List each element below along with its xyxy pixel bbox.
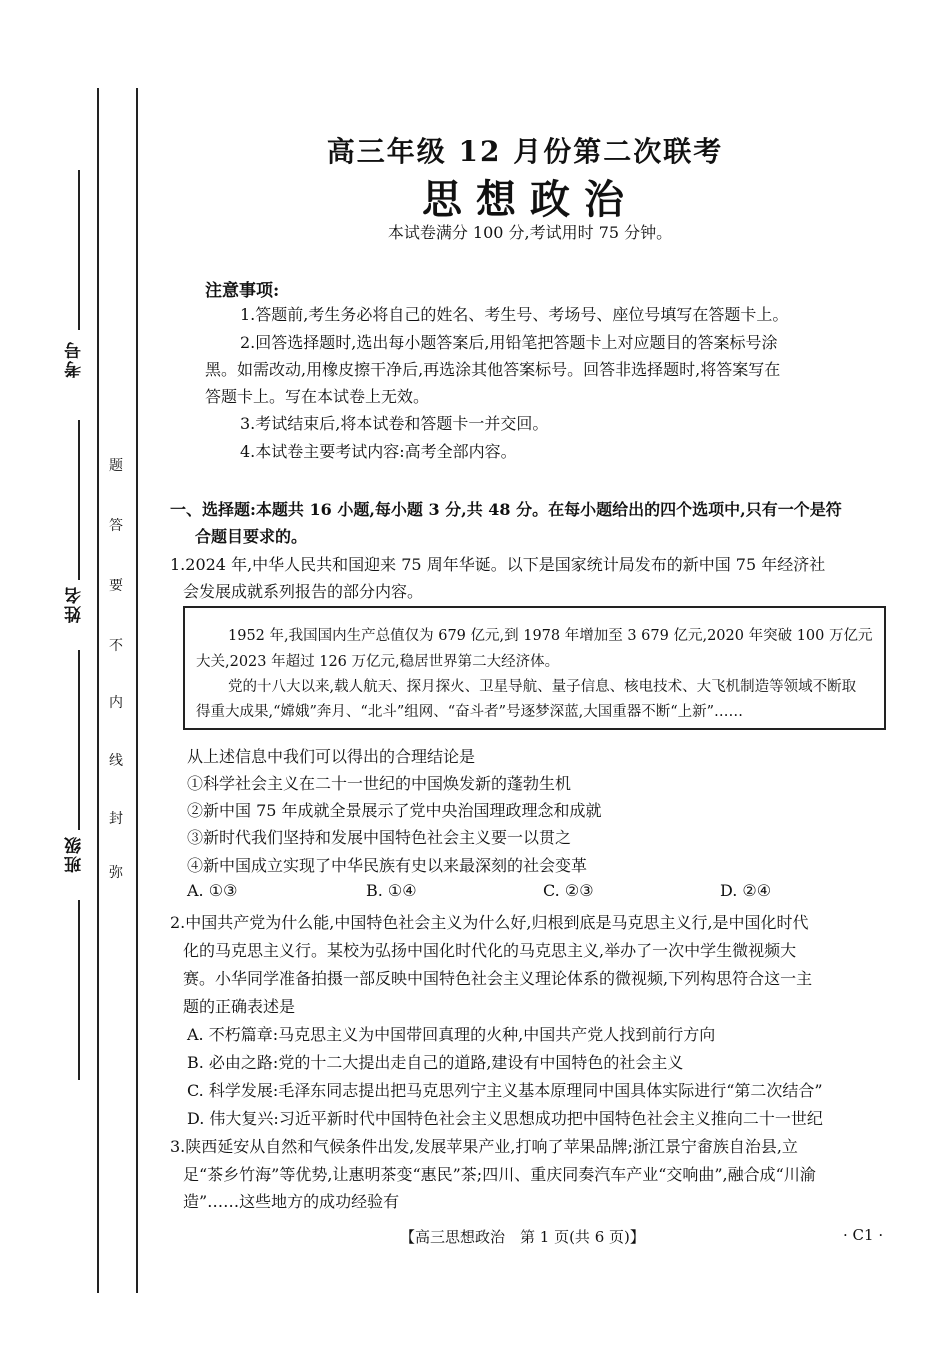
q2-stem: 赛。小华同学准备拍摄一部反映中国特色社会主义理论体系的微视频,下列构思符合这一主 — [183, 969, 813, 988]
exam-title: 高三年级 12 月份第二次联考 — [326, 135, 724, 168]
seal-text-char: 封 — [109, 811, 123, 827]
q3-stem: 3.陕西延安从自然和气候条件出发,发展苹果产业,打响了苹果品牌;浙江景宁畲族自治县,立 — [170, 1137, 798, 1156]
q1-material-line: 1952 年,我国国内生产总值仅为 679 亿元,到 1978 年增加至 3 679 亿元,2020 年突破 100 万亿元 — [228, 628, 873, 644]
class-label: 班级 — [65, 835, 85, 873]
exam-info: 本试卷满分 100 分,考试用时 75 分钟。 — [387, 223, 673, 242]
q2-option-a: A. 不朽篇章:马克思主义为中国带回真理的火种,中国共产党人找到前行方向 — [187, 1025, 716, 1044]
seal-text-char: 要 — [109, 578, 123, 594]
notice-line: 3.考试结束后,将本试卷和答题卡一并交回。 — [240, 414, 549, 433]
q1-statement: ③新时代我们坚持和发展中国特色社会主义要一以贯之 — [187, 828, 572, 847]
seal-text-char: 题 — [109, 458, 123, 474]
class-blank[interactable] — [78, 650, 80, 830]
exam-number-label: 考号 — [65, 340, 85, 378]
seal-text-char: 弥 — [109, 865, 123, 881]
page-footer: 【高三思想政治 第 1 页(共 6 页)】 — [400, 1228, 645, 1246]
q1-option-b: B. ①④ — [366, 881, 417, 900]
blank-tail — [78, 900, 80, 1080]
q1-option-d: D. ②④ — [720, 881, 772, 900]
section-heading-cont: 合题目要求的。 — [195, 527, 308, 546]
q1-stem: 会发展成就系列报告的部分内容。 — [183, 582, 424, 601]
notice-line: 4.本试卷主要考试内容:高考全部内容。 — [240, 442, 517, 461]
q2-stem: 题的正确表述是 — [183, 997, 296, 1016]
q1-material-line: 大关,2023 年超过 126 万亿元,稳居世界第二大经济体。 — [196, 654, 560, 670]
margin-line-inner — [136, 88, 138, 1293]
notice-line: 答题卡上。写在本试卷上无效。 — [205, 387, 430, 406]
q1-statement: ④新中国成立实现了中华民族有史以来最深刻的社会变革 — [187, 856, 588, 875]
subject-title: 思想政治 — [422, 176, 638, 223]
seal-text-char: 不 — [109, 638, 123, 654]
q1-statement: ①科学社会主义在二十一世纪的中国焕发新的蓬勃生机 — [187, 774, 572, 793]
notice-line: 黑。如需改动,用橡皮擦干净后,再选涂其他答案标号。回答非选择题时,将答案写在 — [205, 360, 781, 379]
q2-option-c: C. 科学发展:毛泽东同志提出把马克思列宁主义基本原理同中国具体实际进行“第二次结合” — [187, 1081, 823, 1100]
name-blank[interactable] — [78, 420, 80, 580]
q2-stem: 化的马克思主义行。某校为弘扬中国化时代化的马克思主义,举办了一次中学生微视频大 — [183, 941, 797, 960]
notice-line: 2.回答选择题时,选出每小题答案后,用铅笔把答题卡上对应题目的答案标号涂 — [240, 333, 778, 352]
q2-option-d: D. 伟大复兴:习近平新时代中国特色社会主义思想成功把中国特色社会主义推向二十一世纪 — [187, 1109, 823, 1128]
q1-stem: 1.2024 年,中华人民共和国迎来 75 周年华诞。以下是国家统计局发布的新中国 75 年经济社 — [170, 555, 826, 574]
seal-text-char: 答 — [109, 518, 123, 534]
notice-heading: 注意事项: — [205, 281, 280, 301]
q1-option-c: C. ②③ — [543, 881, 594, 900]
q2-stem: 2.中国共产党为什么能,中国特色社会主义为什么好,归根到底是马克思主义行,是中国化时代 — [170, 913, 809, 932]
name-label: 姓名 — [65, 585, 85, 623]
q1-question: 从上述信息中我们可以得出的合理结论是 — [187, 747, 476, 766]
seal-text-char: 内 — [109, 695, 123, 711]
paper-code: · C1 · — [843, 1226, 884, 1244]
q3-stem: 造”……这些地方的成功经验有 — [183, 1192, 400, 1211]
section-heading: 一、选择题:本题共 16 小题,每小题 3 分,共 48 分。在每小题给出的四个选项中,只有一个是符 — [170, 500, 842, 519]
seal-text-char: 线 — [109, 753, 123, 769]
q1-statement: ②新中国 75 年成就全景展示了党中央治国理政理念和成就 — [187, 801, 602, 820]
q1-option-a: A. ①③ — [187, 881, 238, 900]
q2-option-b: B. 必由之路:党的十二大提出走自己的道路,建设有中国特色的社会主义 — [187, 1053, 684, 1072]
notice-line: 1.答题前,考生务必将自己的姓名、考生号、考场号、座位号填写在答题卡上。 — [240, 305, 789, 324]
q3-stem: 足“茶乡竹海”等优势,让惠明茶变“惠民”茶;四川、重庆同奏汽车产业“交响曲”,融合成“川渝 — [183, 1165, 816, 1184]
q1-material-line: 党的十八大以来,载人航天、探月探火、卫星导航、量子信息、核电技术、大飞机制造等领域不断取 — [228, 679, 857, 695]
margin-line-outer — [97, 88, 99, 1293]
q1-material-line: 得重大成果,“嫦娥”奔月、“北斗”组网、“奋斗者”号逐梦深蓝,大国重器不断“上新”…… — [196, 704, 744, 720]
